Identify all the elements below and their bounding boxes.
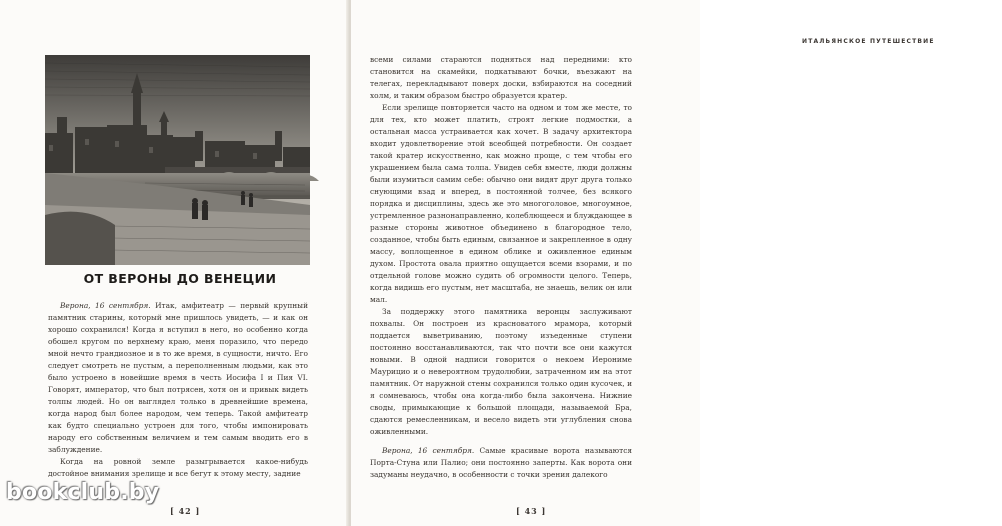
paragraph <box>370 102 632 306</box>
left-page-body <box>48 300 308 480</box>
verona-engraving-illustration <box>45 55 310 265</box>
paragraph <box>370 54 632 102</box>
page-number-right: [ 43 ] <box>516 506 547 516</box>
paragraph-text: Самые красивые ворота называются Порта-Стуна или Палио; они постоянно заперты. Как ворота они задуманы неудачно, в особенности с точки зрения далекого <box>370 446 632 479</box>
paragraph-lead: Верона, 16 сентября. <box>60 301 151 310</box>
page-number-left: [ 42 ] <box>170 506 201 516</box>
paragraph-text: За поддержку этого памятника веронцы заслуживают похвалы. Он построен из красноватого мрамора, который поддается выветриванию, поэтому изъеденные ступени постоянно восстанавливаются, так что почти все они кажутся новыми. В одной надписи говорится о некоем Иерониме Маурицио и о невероятном трудолюбии, затраченном им на этот памятник. От наружной стены сохранился только один кусочек, и я сомневаюсь, чтобы она когда-либо была закончена. Нижние своды, примыкающие к большой площади, называемой Бра, сдаются ремесленникам, и весело видеть эти углубления снова оживленными. <box>370 307 632 436</box>
paragraph-lead: Верона, 16 сентября. <box>382 446 475 455</box>
paragraph <box>48 456 308 480</box>
paragraph-text: Когда на ровной земле разыгрывается какое-нибудь достойное внимания зрелище и все бегут к этому месту, задние <box>48 457 308 478</box>
paragraph <box>370 306 632 438</box>
paragraph-text: Если зрелище повторяется часто на одном и том же месте, то для тех, кто может платить, строят легкие подмостки, а остальная масса устраивается как хочет. В задачу архитектора входит удовлетворение этой всеобщей потребности. Он создает такой кратер искусственно, как можно проще, с тем чтобы его украшением была сама толпа. Увидев себя вместе, люди должны были изумиться самим себе: обычно они видят друг друга только снующими взад и вперед, в постоянной толчее, без всякого порядка и дисциплины, здесь же это многоголовое, многоумное, устремленное разнонаправленно, колеблющееся и блуждающее в разные стороны животное объединено в благородное тело, созданное, чтобы быть единым, связанное и закрепленное в одну массу, воплощенное в едином облике и оживленное единым духом. Простота овала приятно ощущается всеми взорами, и по отдельной голове можно судить об огромности целого. Теперь, когда видишь его пустым, нет масштаба, не знаешь, велик он или мал. <box>370 103 632 304</box>
right-page-body <box>370 54 632 481</box>
bookclub-watermark: bookclub.by <box>6 480 160 505</box>
left-page <box>0 0 349 526</box>
paragraph <box>48 300 308 456</box>
paragraph-text: Итак, амфитеатр — первый крупный памятник старины, который мне пришлось увидеть, — и как он хорошо сохранился! Когда я вступил в него, но особенно когда обошел кругом по верхнему краю, меня поразило, что передо мной нечто грандиозное и в то же время, в сущности, ничто. Его следует смотреть не пустым, а переполненным людьми, как это было устроено в новейшие время в честь Иосифа I и Пия VI. Говорят, император, что был потрясен, хотя он и привык видеть толпы людей. Но он выглядел только в древнейшие времена, когда народ был более народом, чем теперь. Такой амфитеатр как будто специально устроен для того, чтобы импонировать народу его собственным величием и тем самым вводить его в заблуждение. <box>48 301 308 454</box>
paragraph <box>370 445 632 481</box>
running-head: ИТАЛЬЯНСКОЕ ПУТЕШЕСТВИЕ <box>802 38 935 45</box>
paragraph-text: всеми силами стараются подняться над передними: кто становится на скамейки, подкатывают бочки, въезжают на телегах, перекладывают поверх доски, взбираются на соседний холм, и таким образом быстро образуется кратер. <box>370 55 632 100</box>
chapter-title: ОТ ВЕРОНЫ ДО ВЕНЕЦИИ <box>83 271 277 286</box>
engraving-image <box>45 55 310 265</box>
